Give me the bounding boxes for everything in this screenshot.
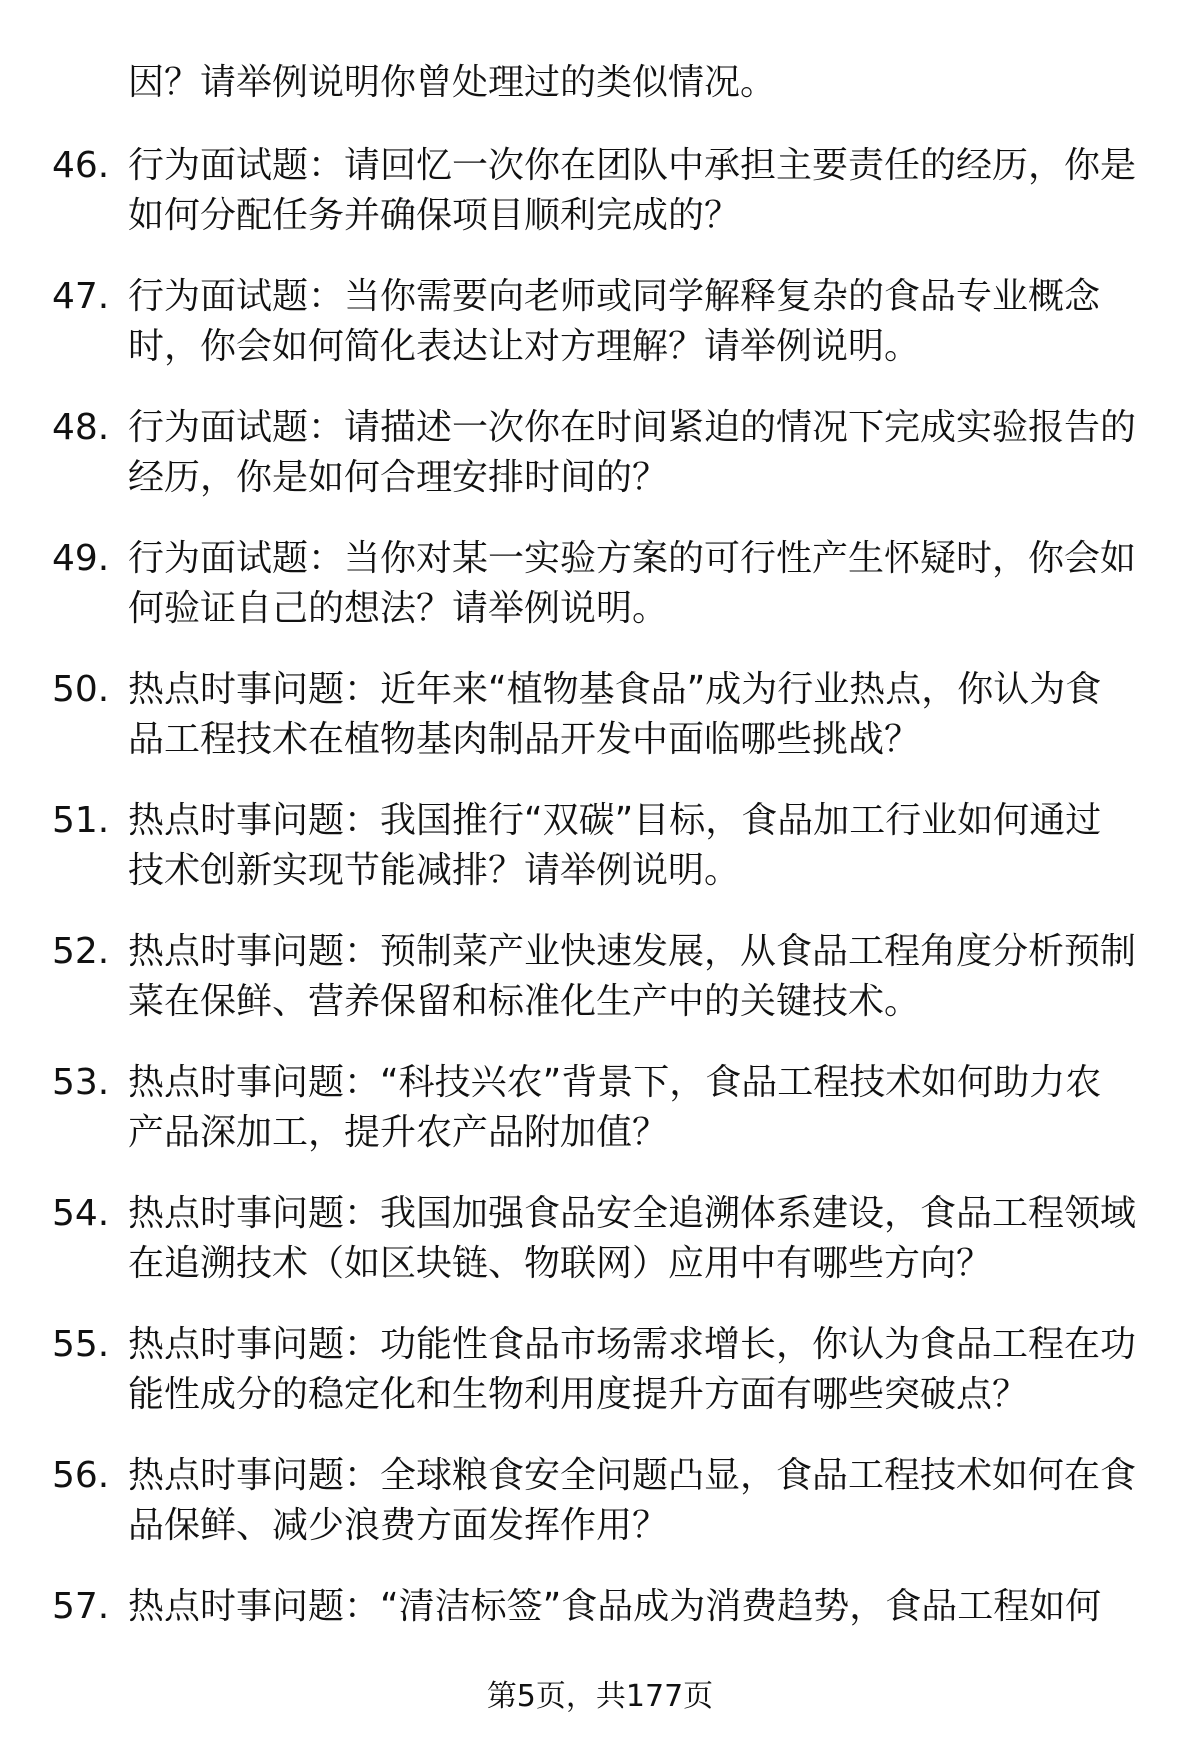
question-number: 57. bbox=[52, 1586, 110, 1627]
question-line: 时，你会如何简化表达让对方理解？请举例说明。 bbox=[128, 326, 921, 367]
question-line: 产品深加工，提升农产品附加值？ bbox=[128, 1112, 669, 1153]
question-number: 53. bbox=[52, 1062, 110, 1103]
question-number: 54. bbox=[52, 1193, 110, 1234]
question-item bbox=[0, 1058, 1138, 1158]
question-number: 47. bbox=[52, 276, 110, 317]
question-continuation bbox=[0, 58, 1138, 108]
question-line: 热点时事问题：“科技兴农”背景下，食品工程技术如何助力农 bbox=[128, 1062, 1102, 1103]
question-line: 技术创新实现节能减排？请举例说明。 bbox=[128, 850, 741, 891]
question-line: 热点时事问题：功能性食品市场需求增长，你认为食品工程在功 bbox=[128, 1324, 1137, 1365]
question-item bbox=[0, 796, 1138, 896]
question-line: 热点时事问题：“清洁标签”食品成为消费趋势，食品工程如何 bbox=[128, 1586, 1102, 1627]
question-item bbox=[0, 1320, 1138, 1420]
question-item bbox=[0, 534, 1138, 634]
question-line: 如何分配任务并确保项目顺利完成的？ bbox=[128, 195, 741, 236]
question-line: 何验证自己的想法？请举例说明。 bbox=[128, 588, 669, 629]
question-number: 48. bbox=[52, 407, 110, 448]
question-line: 行为面试题：请回忆一次你在团队中承担主要责任的经历，你是 bbox=[128, 145, 1137, 186]
question-line: 行为面试题：请描述一次你在时间紧迫的情况下完成实验报告的 bbox=[128, 407, 1137, 448]
question-line: 品工程技术在植物基肉制品开发中面临哪些挑战？ bbox=[128, 719, 921, 760]
question-number: 50. bbox=[52, 669, 110, 710]
question-number: 55. bbox=[52, 1324, 110, 1365]
question-item bbox=[0, 1451, 1138, 1551]
question-item bbox=[0, 665, 1138, 765]
question-item bbox=[0, 1582, 1138, 1632]
question-number: 52. bbox=[52, 931, 110, 972]
question-line: 热点时事问题：全球粮食安全问题凸显，食品工程技术如何在食 bbox=[128, 1455, 1137, 1496]
question-line: 热点时事问题：我国推行“双碳”目标，食品加工行业如何通过 bbox=[128, 800, 1102, 841]
question-number: 46. bbox=[52, 145, 110, 186]
question-line: 热点时事问题：预制菜产业快速发展，从食品工程角度分析预制 bbox=[128, 931, 1137, 972]
question-item bbox=[0, 403, 1138, 503]
question-line: 因？请举例说明你曾处理过的类似情况。 bbox=[128, 62, 777, 103]
question-line: 经历，你是如何合理安排时间的？ bbox=[128, 457, 669, 498]
question-line: 行为面试题：当你对某一实验方案的可行性产生怀疑时，你会如 bbox=[128, 538, 1137, 579]
question-item bbox=[0, 927, 1138, 1027]
question-line: 热点时事问题：我国加强食品安全追溯体系建设，食品工程领域 bbox=[128, 1193, 1137, 1234]
question-list bbox=[0, 58, 1200, 1663]
question-line: 热点时事问题：近年来“植物基食品”成为行业热点，你认为食 bbox=[128, 669, 1102, 710]
question-line: 在追溯技术（如区块链、物联网）应用中有哪些方向？ bbox=[128, 1243, 993, 1284]
question-line: 能性成分的稳定化和生物利用度提升方面有哪些突破点？ bbox=[128, 1374, 1029, 1415]
question-number: 51. bbox=[52, 800, 110, 841]
question-item bbox=[0, 141, 1138, 241]
question-line: 品保鲜、减少浪费方面发挥作用？ bbox=[128, 1505, 669, 1546]
question-number: 56. bbox=[52, 1455, 110, 1496]
question-line: 行为面试题：当你需要向老师或同学解释复杂的食品专业概念 bbox=[128, 276, 1101, 317]
page-footer: 第5页，共177页 bbox=[486, 1679, 714, 1714]
question-item bbox=[0, 272, 1138, 372]
question-item bbox=[0, 1189, 1138, 1289]
question-line: 菜在保鲜、营养保留和标准化生产中的关键技术。 bbox=[128, 981, 921, 1022]
question-number: 49. bbox=[52, 538, 110, 579]
